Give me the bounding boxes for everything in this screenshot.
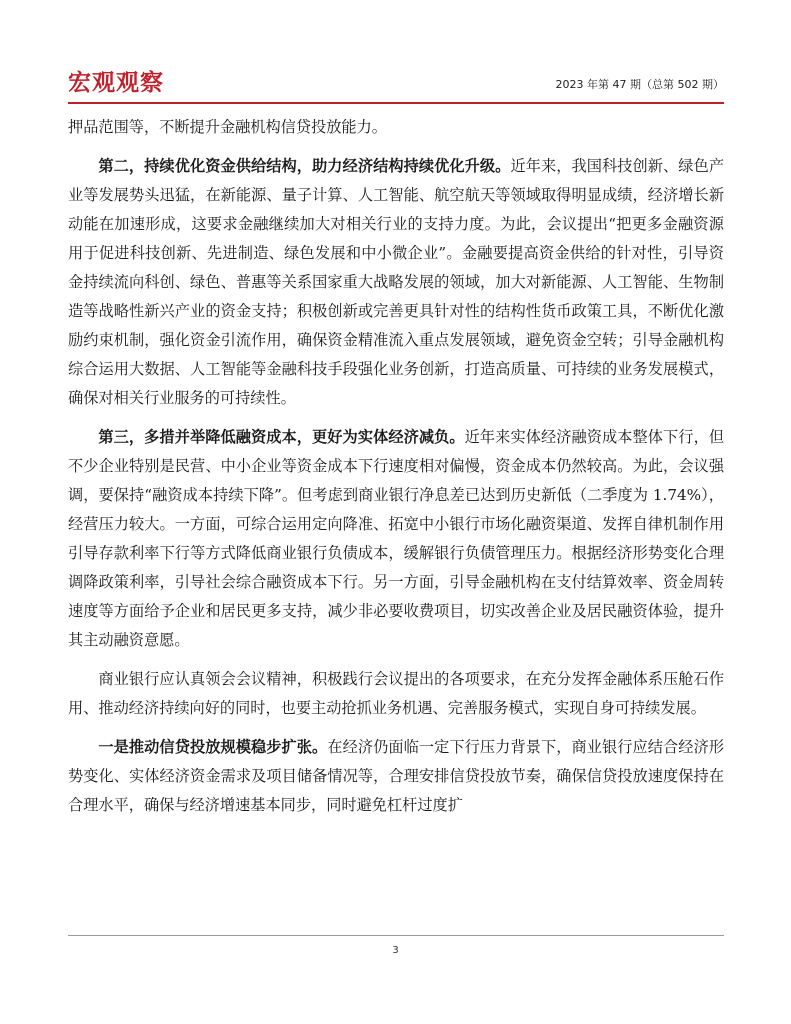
paragraph-lead: 一是推动信贷投放规模稳步扩张。 xyxy=(98,738,328,756)
paragraph-text: 近年来，我国科技创新、绿色产业等发展势头迅猛，在新能源、量子计算、人工智能、航空航天等领域取得明显成绩，经济增长新动能在加速形成，这要求金融继续加大对相关行业的支持力度。为此，会议提出“把更多金融资源用于促进科技创新、先进制造、绿色发展和中小微企业”。金融要提高资金供给的针对性，引导资金持续流向科创、绿色、普惠等关系国家重大战略发展的领域，加大对新能源、人工智能、生物制造等战略性新兴产业的资金支持；积极创新或完善更具针对性的结构性货币政策工具，不断优化激励约束机制，强化资金引流作用，确保资金精准流入重点发展领域，避免资金空转；引导金融机构综合运用大数据、人工智能等金融科技手段强化业务创新，打造高质量、可持续的业务发展模式，确保对相关行业服务的可持续性。 xyxy=(68,157,725,407)
header-divider xyxy=(68,102,724,104)
footer-divider xyxy=(68,935,724,936)
paragraph-third-point xyxy=(68,423,724,655)
page-header xyxy=(68,62,724,102)
paragraph-text: 近年来实体经济融资成本整体下行，但不少企业特别是民营、中小企业等资金成本下行速度相对偏慢，资金成本仍然较高。为此，会议强调，要保持“融资成本持续下降”。但考虑到商业银行净息差已达到历史新低（二季度为 1.74%），经营压力较大。一方面，可综合运用定向降准、拓宽中小银行市场化融资渠道、发挥自律机制作用引导存款利率下行等方式降低商业银行负债成本，缓解银行负债管理压力。根据经济形势变化合理调降政策利率，引导社会综合融资成本下行。另一方面，引导金融机构在支付结算效率、资金周转速度等方面给予企业和居民更多支持，减少非必要收费项目，切实改善企业及居民融资体验，提升其主动融资意愿。 xyxy=(68,428,725,649)
paragraph-text: 商业银行应认真领会会议精神，积极践行会议提出的各项要求，在充分发挥金融体系压舱石作用、推动经济持续向好的同时，也要主动抢抓业务机遇、完善服务模式，实现自身可持续发展。 xyxy=(68,670,724,717)
paragraph-second-point xyxy=(68,152,724,413)
article-body xyxy=(68,113,724,820)
page-number: 3 xyxy=(392,945,399,956)
paragraph-continuation xyxy=(68,113,724,142)
paragraph-lead: 第二，持续优化资金供给结构，助力经济结构持续优化升级。 xyxy=(98,157,511,175)
paragraph-text: 押品范围等，不断提升金融机构信贷投放能力。 xyxy=(68,118,387,136)
paragraph-first-measure xyxy=(68,733,724,820)
issue-number: 2023 年第 47 期（总第 502 期） xyxy=(555,78,724,91)
paragraph-lead: 第三，多措并举降低融资成本，更好为实体经济减负。 xyxy=(98,428,465,446)
paragraph-bank-summary xyxy=(68,665,724,723)
publication-title: 宏观观察 xyxy=(68,70,164,96)
paragraph-text: 在经济仍面临一定下行压力背景下，商业银行应结合经济形势变化、实体经济资金需求及项目储备情况等，合理安排信贷投放节奏，确保信贷投放速度保持在合理水平，确保与经济增速基本同步，同时避免杠杆过度扩 xyxy=(68,738,725,814)
